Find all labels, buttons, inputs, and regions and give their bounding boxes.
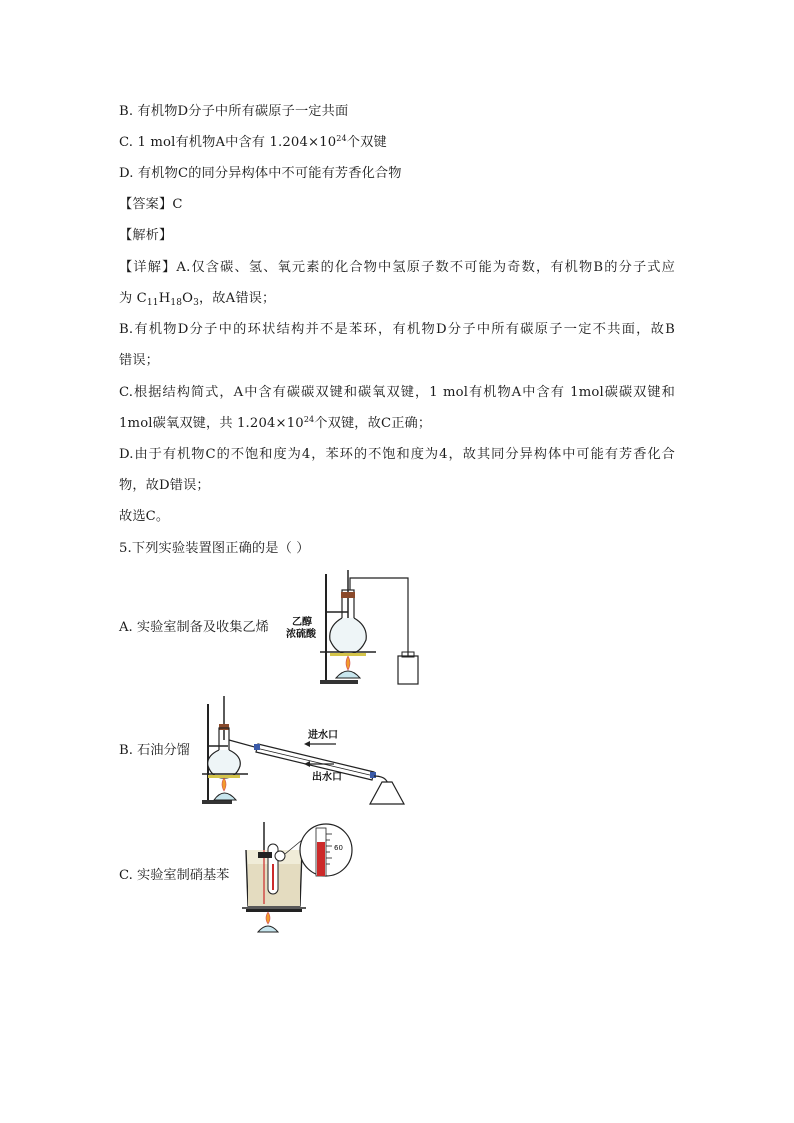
label-water-outlet: 出水口 [312, 772, 342, 783]
side-arm [229, 740, 258, 748]
receiving-flask [370, 782, 404, 804]
formula-sub-o: 3 [193, 298, 199, 308]
detail-c-line-2 [119, 414, 431, 434]
option-c-pre: C. 1 mol有机物A中含有 1.204×10 [119, 135, 337, 150]
stand-base [202, 800, 232, 804]
stopper [341, 592, 355, 598]
flame [222, 778, 226, 791]
formula-o: O [182, 291, 194, 306]
inlet-joint [254, 744, 260, 750]
outlet-joint [370, 772, 376, 778]
label-ethanol: 乙醇 [292, 617, 312, 628]
stand-base [320, 680, 358, 684]
stopper [219, 724, 229, 730]
conclusion-line: 故选C。 [119, 509, 170, 524]
option-c-label: C. 实验室制硝基苯 [119, 868, 230, 883]
option-c-exponent: 24 [336, 134, 347, 143]
detail-c-line-1: C.根据结构简式，A中含有碳碳双键和碳氧双键，1 mol有机物A中含有 1mol碳碳双键和 [119, 385, 675, 400]
figure-a-ethylene-apparatus [286, 568, 430, 688]
option-d-line: D. 有机物C的同分异构体中不可能有芳香化合物 [119, 166, 402, 181]
alcohol-lamp [258, 926, 278, 932]
detail-b-line-1: B.有机物D分子中的环状结构并不是苯环，有机物D分子中所有碳原子一定不共面，故B [119, 322, 675, 337]
flame [266, 912, 270, 924]
option-a-label: A. 实验室制备及收集乙烯 [119, 620, 269, 635]
flame [346, 656, 350, 670]
label-water-inlet: 进水口 [308, 730, 338, 741]
detail-c-post: 个双键，故C正确； [314, 416, 432, 431]
loop-marker [275, 851, 285, 861]
analysis-heading: 【解析】 [119, 228, 173, 243]
formula-post: ，故A错误； [198, 291, 276, 306]
alcohol-lamp [214, 793, 236, 800]
magnified-liquid [317, 842, 325, 876]
detail-d-line-2: 物，故D错误； [119, 478, 210, 493]
formula-h: H [158, 291, 171, 306]
collecting-bottle [398, 656, 418, 684]
alcohol-lamp [336, 671, 360, 678]
formula-sub-h: 18 [170, 298, 183, 308]
label-conc-sulfuric: 浓硫酸 [286, 629, 316, 640]
option-b-line: B. 有机物D分子中所有碳原子一定共面 [119, 104, 349, 119]
question-5: 5.下列实验装置图正确的是（ ） [119, 541, 310, 556]
figure-c-nitrobenzene-apparatus [240, 820, 356, 932]
figure-b-distillation-apparatus [196, 694, 408, 806]
option-b-label: B. 石油分馏 [119, 743, 190, 758]
flask-body [330, 618, 367, 654]
detail-a-line-2 [119, 289, 275, 309]
detail-a-line-1: 【详解】A.仅含碳、氢、氧元素的化合物中氢原子数不可能为奇数，有机物B的分子式应 [119, 260, 675, 275]
detail-d-line-1: D.由于有机物C的不饱和度为4，苯环的不饱和度为4，故其同分异构体中可能有芳香化合 [119, 447, 675, 462]
formula-sub-c: 11 [146, 298, 159, 308]
answer-line: 【答案】C [119, 197, 183, 212]
wire-gauze [246, 909, 302, 912]
detail-c-pre: 1mol碳氧双键，共 1.204×10 [119, 416, 304, 431]
detail-b-line-2: 错误； [119, 353, 160, 368]
thermometer-reading: 60 [334, 844, 343, 852]
clamp [258, 852, 272, 858]
inlet-arrowhead [304, 741, 310, 747]
option-c-line [119, 133, 387, 153]
detail-c-exponent: 24 [303, 415, 315, 424]
formula-prefix: 为 C [119, 291, 147, 306]
option-c-post: 个双键 [346, 135, 387, 150]
